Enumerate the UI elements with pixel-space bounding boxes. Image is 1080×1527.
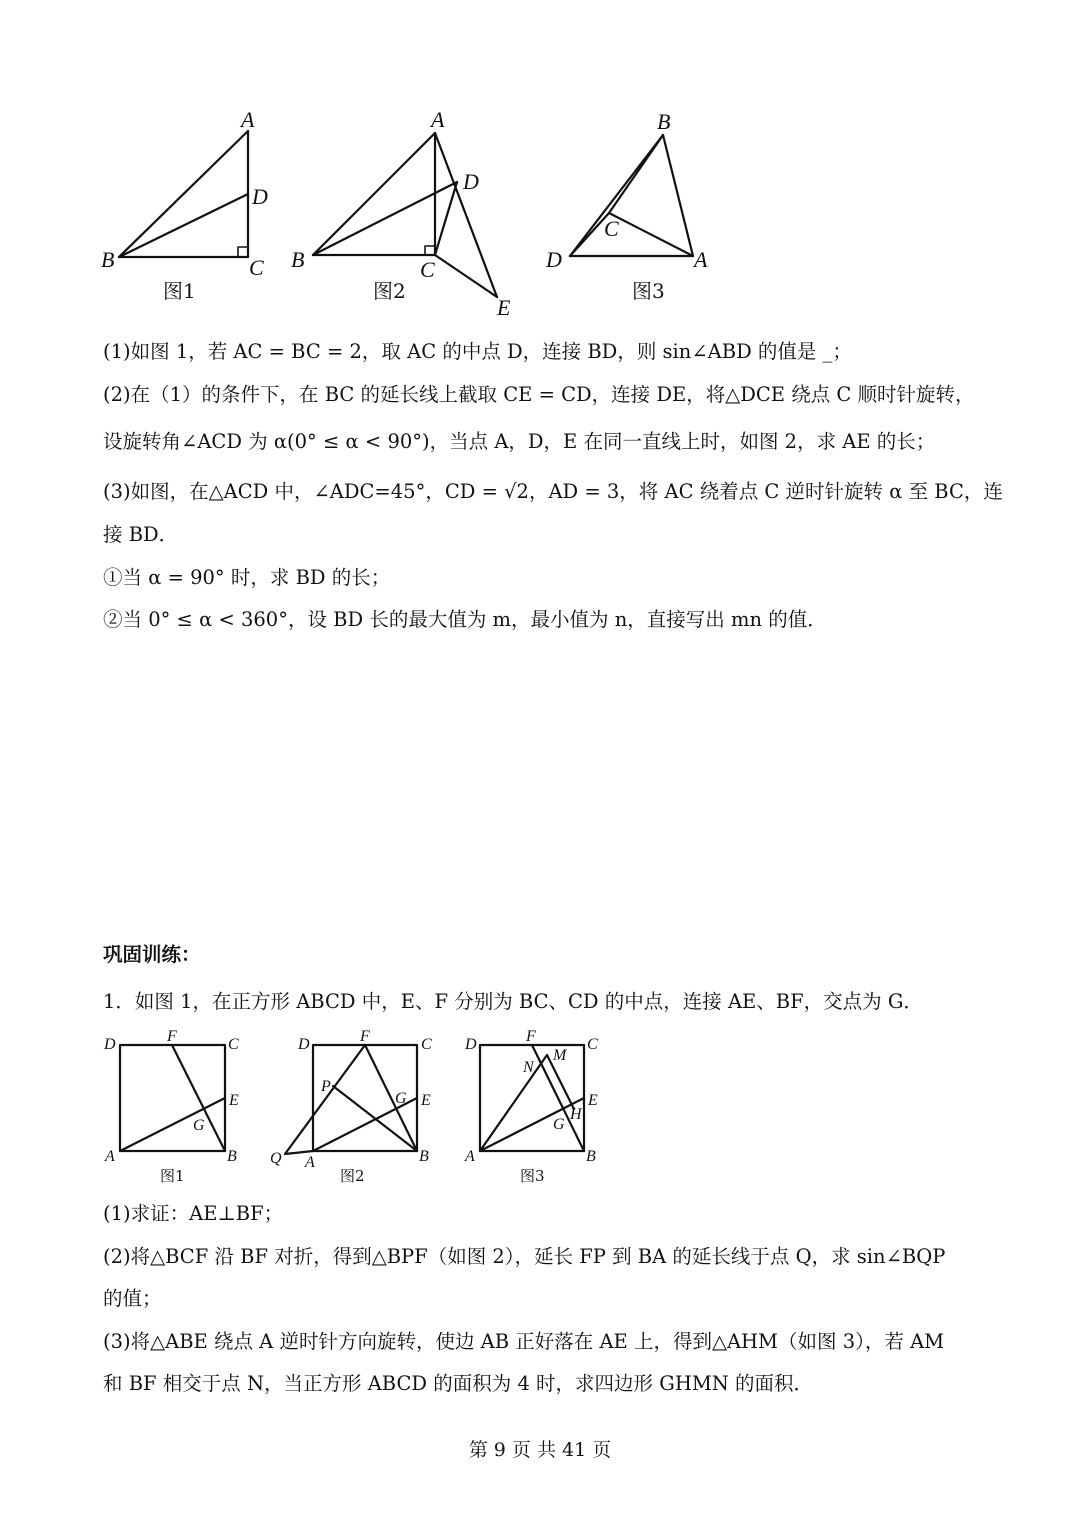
square-abcd	[120, 1045, 225, 1151]
segment-am	[480, 1055, 547, 1151]
label-a: A	[465, 1148, 475, 1165]
square-figure-1	[100, 1025, 250, 1187]
question-3-sub-1: ①当 α = 90° 时，求 BD 的长；	[103, 566, 391, 589]
label-d: D	[463, 169, 479, 194]
label-b: B	[291, 247, 305, 272]
label-c: C	[604, 216, 619, 241]
problem-1-question-2-line-1: (2)将△BCF 沿 BF 对折，得到△BPF（如图 2），延长 FP 到 BA 的延长线于点 Q，求 sin∠BQP	[103, 1245, 946, 1268]
right-angle-mark	[425, 246, 435, 255]
segment-bc	[609, 135, 663, 213]
problem-1-question-1: (1)求证：AE⊥BF；	[103, 1202, 284, 1225]
question-3-sub-2: ②当 0° ≤ α < 360°，设 BD 长的最大值为 m，最小值为 n，直接写出 mn 的值．	[103, 608, 827, 631]
label-m: M	[553, 1047, 567, 1064]
segment-ae	[120, 1098, 225, 1151]
label-b: B	[101, 247, 115, 272]
label-a: A	[305, 1154, 315, 1171]
section-title: 巩固训练：	[103, 943, 201, 966]
problem-1-question-2-line-2: 的值；	[103, 1287, 162, 1310]
label-g: G	[553, 1116, 565, 1133]
segment-ca	[609, 213, 693, 256]
label-e: E	[588, 1092, 598, 1109]
segment-ba	[663, 135, 693, 256]
figure-2-rotated-triangle	[285, 105, 525, 320]
label-d: D	[546, 247, 562, 272]
question-1: (1)如图 1，若 AC = BC = 2，取 AC 的中点 D，连接 BD，则 sin∠ABD 的值是 _；	[103, 340, 852, 363]
label-f: F	[167, 1028, 177, 1045]
label-c: C	[587, 1036, 598, 1053]
segment-cd	[435, 182, 457, 255]
label-d: D	[252, 184, 268, 209]
question-2-line-1: (2)在（1）的条件下，在 BC 的延长线上截取 CE = CD，连接 DE，将△DCE 绕点 C 顺时针旋转，	[103, 383, 975, 406]
problem-1-intro: 1．如图 1，在正方形 ABCD 中，E、F 分别为 BC、CD 的中点，连接 AE、BF，交点为 G．	[103, 990, 923, 1013]
label-q: Q	[270, 1150, 282, 1167]
label-b: B	[657, 109, 671, 134]
label-a: A	[105, 1148, 115, 1165]
figure-caption: 图1	[160, 1167, 185, 1185]
figure-3-triangle-acd	[540, 105, 730, 310]
square-figure-2	[265, 1025, 445, 1187]
label-a: A	[431, 107, 445, 132]
segment-bf	[172, 1045, 225, 1151]
question-3-line-1: (3)如图，在△ACD 中，∠ADC=45°，CD = √2，AD = 3，将 AC 绕着点 C 逆时针旋转 α 至 BC，连	[103, 480, 1003, 503]
problem-1-question-3-line-1: (3)将△ABE 绕点 A 逆时针方向旋转，使边 AB 正好落在 AE 上，得到△AHM（如图 3），若 AM	[103, 1330, 945, 1353]
label-c: C	[420, 257, 435, 282]
label-e: E	[421, 1092, 431, 1109]
label-e: E	[497, 295, 511, 320]
label-e: E	[229, 1092, 239, 1109]
figure-caption: 图2	[340, 1167, 365, 1185]
label-b: B	[419, 1148, 429, 1165]
page-footer: 第 9 页 共 41 页	[468, 1439, 612, 1461]
label-n: N	[523, 1059, 534, 1076]
figure-1-right-triangle	[95, 105, 285, 310]
label-d: D	[298, 1036, 310, 1053]
square-figure-3	[462, 1025, 612, 1187]
segment-ba	[313, 133, 435, 255]
label-h: H	[570, 1106, 582, 1123]
figure-caption: 图3	[632, 279, 665, 303]
question-3-line-2: 接 BD．	[103, 523, 179, 546]
segment-ae	[435, 133, 497, 297]
segment-bd	[119, 194, 248, 257]
figure-caption: 图3	[520, 1167, 545, 1185]
label-d: D	[104, 1036, 116, 1053]
problem-1-question-3-line-2: 和 BF 相交于点 N，当正方形 ABCD 的面积为 4 时，求四边形 GHMN 的面积．	[103, 1372, 814, 1395]
label-c: C	[421, 1036, 432, 1053]
label-b: B	[586, 1148, 596, 1165]
segment-fq	[285, 1045, 365, 1154]
segment-ce	[435, 255, 497, 297]
label-f: F	[526, 1028, 536, 1045]
label-d: D	[465, 1036, 477, 1053]
right-angle-mark	[238, 247, 248, 257]
segment-ae	[480, 1098, 584, 1151]
figure-caption: 图1	[163, 279, 196, 303]
label-p: P	[321, 1078, 331, 1095]
segment-ba	[119, 131, 248, 257]
figure-caption: 图2	[373, 279, 406, 303]
label-g: G	[193, 1117, 205, 1134]
label-a: A	[694, 247, 708, 272]
question-2-line-2: 设旋转角∠ACD 为 α(0° ≤ α < 90°)，当点 A，D，E 在同一直线上时，如图 2，求 AE 的长；	[103, 430, 936, 453]
label-f: F	[360, 1028, 370, 1045]
label-a: A	[241, 107, 255, 132]
label-g: G	[395, 1090, 407, 1107]
segment-bf	[365, 1045, 417, 1151]
label-c: C	[228, 1036, 239, 1053]
label-b: B	[227, 1148, 237, 1165]
label-c: C	[249, 255, 264, 280]
